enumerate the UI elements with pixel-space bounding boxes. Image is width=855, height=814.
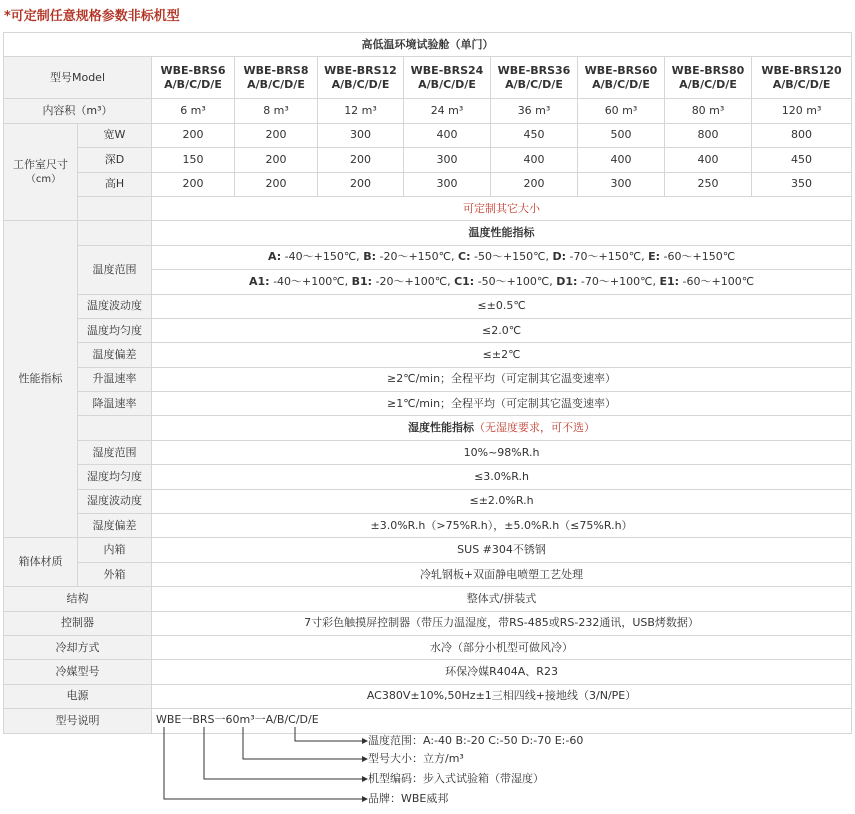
refrigerant-label: 冷媒型号 (4, 660, 152, 684)
outer-value: 冷轧钢板+双面静电喷塑工艺处理 (152, 562, 852, 586)
title-row (4, 33, 852, 57)
volume-label: 内容积（m³） (4, 99, 152, 123)
refrigerant-value: 环保冷媒R404A、R23 (152, 660, 852, 684)
depth-label: 深D (78, 148, 152, 172)
inner-value: SUS #304不锈钢 (152, 538, 852, 562)
outer-label: 外箱 (78, 562, 152, 586)
range-b-0: A1: -40～+100℃, (249, 274, 349, 288)
humid-fluct-row (4, 489, 852, 513)
controller-label: 控制器 (4, 611, 152, 635)
structure-row (4, 587, 852, 611)
material-label: 箱体材质 (4, 538, 78, 587)
line-temp (295, 727, 362, 741)
custom-spec-note: *可定制任意规格参数非标机型 (4, 9, 180, 24)
chamber-size-title: 工作室尺寸 (13, 157, 68, 171)
empty-cell (78, 416, 152, 440)
range-b-2: C1: -50～+100℃, (454, 274, 553, 288)
temp-fluct-row (4, 294, 852, 318)
range-b-3: D1: -70～+100℃, (556, 274, 656, 288)
cooling-row (4, 635, 852, 659)
heat-rate-label: 升温速率 (78, 367, 152, 391)
height-cell: 200 (152, 172, 235, 196)
model-code: WBE一BRS一60m³一A/B/C/D/E (156, 713, 319, 727)
desc-size: 型号大小：立方/m³ (368, 752, 464, 766)
model-cell: WBE-BRS120 A/B/C/D/E (752, 57, 852, 99)
inner-material-row (4, 538, 852, 562)
range-a-3: D: -70～+150℃, (552, 250, 645, 264)
volume-cell: 8 m³ (235, 99, 318, 123)
height-cell: 300 (404, 172, 491, 196)
depth-cell: 200 (318, 148, 404, 172)
cooling-label: 冷却方式 (4, 635, 152, 659)
humid-perf-header (152, 416, 852, 440)
structure-value: 整体式/拼装式 (152, 587, 852, 611)
height-cell: 200 (318, 172, 404, 196)
cool-rate-value: ≥1℃/min；全程平均（可定制其它温变速率） (152, 392, 852, 416)
model-desc-label: 型号说明 (4, 709, 152, 733)
depth-cell: 300 (404, 148, 491, 172)
humid-range-value: 10%~98%R.h (152, 440, 852, 464)
depth-cell: 400 (665, 148, 752, 172)
structure-label: 结构 (4, 587, 152, 611)
empty-cell (78, 221, 152, 245)
humid-unif-value: ≤3.0%R.h (152, 465, 852, 489)
diagram-lines (152, 709, 852, 812)
humid-dev-label: 湿度偏差 (78, 514, 152, 538)
depth-cell: 200 (235, 148, 318, 172)
humid-header-row (4, 416, 852, 440)
volume-row (4, 99, 852, 123)
model-cell: WBE-BRS6 A/B/C/D/E (152, 57, 235, 99)
humid-header-title: 湿度性能指标 (408, 421, 475, 435)
model-cell: WBE-BRS12 A/B/C/D/E (318, 57, 404, 99)
chamber-size-label (4, 123, 78, 221)
power-row (4, 684, 852, 708)
cool-rate-row (4, 392, 852, 416)
outer-material-row (4, 562, 852, 586)
refrigerant-row (4, 660, 852, 684)
range-a-0: A: -40～+150℃, (268, 250, 360, 264)
depth-cell: 150 (152, 148, 235, 172)
heat-rate-value: ≥2℃/min；全程平均（可定制其它温变速率） (152, 367, 852, 391)
temp-fluct-label: 温度波动度 (78, 294, 152, 318)
height-cell: 250 (665, 172, 752, 196)
table-title: 高低温环境试验舱（单门） (4, 33, 852, 57)
temp-dev-row (4, 343, 852, 367)
temp-dev-value: ≤±2℃ (152, 343, 852, 367)
depth-cell: 400 (491, 148, 578, 172)
inner-label: 内箱 (78, 538, 152, 562)
humid-header-note: （无湿度要求，可不选） (474, 421, 596, 435)
volume-cell: 6 m³ (152, 99, 235, 123)
perf-temp-header-row (4, 221, 852, 245)
model-row (4, 57, 852, 99)
volume-cell: 60 m³ (578, 99, 665, 123)
spec-table (3, 32, 852, 806)
range-b-4: E1: -60～+100℃ (659, 274, 755, 288)
humid-unif-label: 湿度均匀度 (78, 465, 152, 489)
line-size (243, 727, 362, 759)
model-cell: WBE-BRS60 A/B/C/D/E (578, 57, 665, 99)
temp-unif-value: ≤2.0℃ (152, 318, 852, 342)
width-cell: 400 (404, 123, 491, 147)
model-cell: WBE-BRS80 A/B/C/D/E (665, 57, 752, 99)
power-value: AC380V±10%,50Hz±1三相四线+接地线（3/N/PE） (152, 684, 852, 708)
range-b-1: B1: -20～+100℃, (351, 274, 451, 288)
model-cell: WBE-BRS36 A/B/C/D/E (491, 57, 578, 99)
power-label: 电源 (4, 684, 152, 708)
depth-cell: 400 (578, 148, 665, 172)
desc-brand: 品牌：WBE威邦 (368, 792, 449, 806)
volume-cell: 80 m³ (665, 99, 752, 123)
humid-range-label: 湿度范围 (78, 440, 152, 464)
chamber-size-unit: （cm） (25, 173, 62, 185)
desc-code: 机型编码：步入式试验箱（带湿度） (368, 772, 544, 786)
width-cell: 450 (491, 123, 578, 147)
cool-rate-label: 降温速率 (78, 392, 152, 416)
width-cell: 800 (665, 123, 752, 147)
volume-cell: 12 m³ (318, 99, 404, 123)
temp-unif-row (4, 318, 852, 342)
temp-perf-header: 温度性能指标 (152, 221, 852, 245)
height-cell: 200 (491, 172, 578, 196)
humid-fluct-label: 湿度波动度 (78, 489, 152, 513)
width-cell: 800 (752, 123, 852, 147)
heat-rate-row (4, 367, 852, 391)
humid-dev-row (4, 514, 852, 538)
humid-unif-row (4, 465, 852, 489)
temp-range-label: 温度范围 (78, 245, 152, 294)
depth-row (4, 148, 852, 172)
height-label: 高H (78, 172, 152, 196)
width-cell: 300 (318, 123, 404, 147)
model-desc-row (4, 709, 852, 733)
width-cell: 200 (152, 123, 235, 147)
cooling-value: 水冷（部分小机型可做风冷） (152, 635, 852, 659)
height-row (4, 172, 852, 196)
width-cell: 500 (578, 123, 665, 147)
temp-range-b (152, 270, 852, 294)
humid-fluct-value: ≤±2.0%R.h (152, 489, 852, 513)
humid-range-row (4, 440, 852, 464)
temp-dev-label: 温度偏差 (78, 343, 152, 367)
range-a-1: B: -20～+150℃, (363, 250, 455, 264)
empty-cell (78, 196, 152, 220)
line-code (204, 727, 362, 779)
depth-cell: 450 (752, 148, 852, 172)
model-cell: WBE-BRS8 A/B/C/D/E (235, 57, 318, 99)
line-brand (164, 727, 362, 799)
width-cell: 200 (235, 123, 318, 147)
desc-temp-range: 温度范围：A:-40 B:-20 C:-50 D:-70 E:-60 (368, 734, 584, 748)
width-row (4, 123, 852, 147)
height-cell: 350 (752, 172, 852, 196)
model-label: 型号Model (4, 57, 152, 99)
humid-dev-value: ±3.0%R.h（>75%R.h），±5.0%R.h（≤75%R.h） (152, 514, 852, 538)
temp-fluct-value: ≤±0.5℃ (152, 294, 852, 318)
model-cell: WBE-BRS24 A/B/C/D/E (404, 57, 491, 99)
controller-row (4, 611, 852, 635)
temp-unif-label: 温度均匀度 (78, 318, 152, 342)
temp-range-row (4, 245, 852, 269)
volume-cell: 120 m³ (752, 99, 852, 123)
width-label: 宽W (78, 123, 152, 147)
custom-size-note: 可定制其它大小 (152, 196, 852, 220)
temp-range-a (152, 245, 852, 269)
model-code-diagram (152, 709, 852, 806)
range-a-2: C: -50～+150℃, (458, 250, 550, 264)
volume-cell: 36 m³ (491, 99, 578, 123)
performance-label: 性能指标 (4, 221, 78, 538)
controller-value: 7寸彩色触摸屏控制器（带压力温湿度，带RS-485或RS-232通讯，USB烤数据） (152, 611, 852, 635)
height-cell: 200 (235, 172, 318, 196)
custom-size-row (4, 196, 852, 220)
range-a-4: E: -60～+150℃ (648, 250, 736, 264)
height-cell: 300 (578, 172, 665, 196)
volume-cell: 24 m³ (404, 99, 491, 123)
